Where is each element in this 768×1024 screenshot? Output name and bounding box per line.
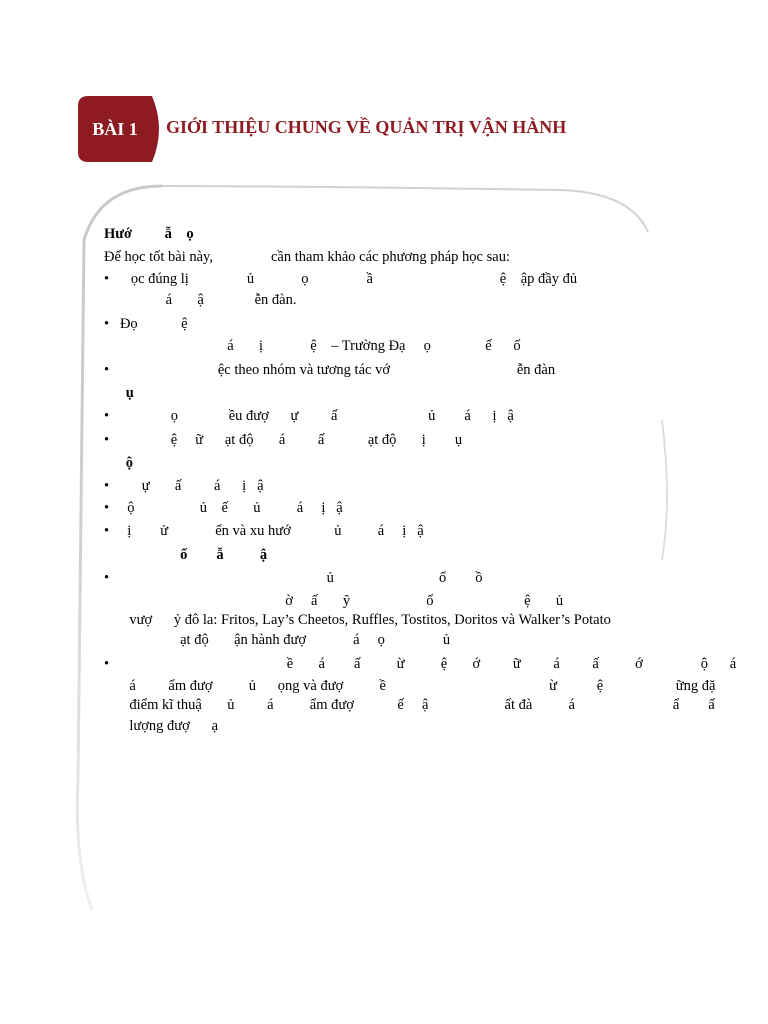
text-line: á ậ ễn đàn. (104, 292, 297, 308)
lesson-badge (78, 96, 168, 162)
text-line: • ệc theo nhóm và tương tác vớ ễn đàn (104, 362, 556, 378)
text-line: ộ (104, 455, 133, 471)
text-line: lượng đượ ạ (104, 718, 219, 734)
text-line: • ọ ều đượ ự ấ ủ á ị ậ (104, 408, 514, 424)
text-line: ạt độ ận hành đượ á ọ ủ (104, 632, 451, 648)
text-line: á ị ệ – Trường Đạ ọ ế ố (104, 338, 521, 354)
lesson-number: BÀI 1 (92, 119, 138, 139)
text-line: • ị ử ển và xu hướ ủ á ị ậ (104, 523, 424, 539)
lesson-title: GIỚI THIỆU CHUNG VỀ QUẢN TRỊ VẬN HÀNH (166, 117, 567, 137)
text-line: Hướ ẫ ọ (104, 226, 194, 242)
text-line: ờ ấ ỹ ổ ệ ủ (104, 593, 564, 609)
text-line: ố ẫ ậ (104, 547, 268, 563)
text-line: Để học tốt bài này, cần tham khảo các phương pháp học sau: (104, 249, 510, 265)
text-line: vượ ỷ đô la: Fritos, Lay’s Cheetos, Ruffles, Tostitos, Doritos và Walker’s Potato (104, 612, 611, 628)
text-line: điểm kĩ thuậ ủ á ẩm đượ ế ậ ất đà á ẩ ấ (104, 697, 715, 713)
text-line: • ệ ữ ạt độ á ấ ạt độ ị ụ (104, 432, 463, 448)
text-line: • ộ ủ ế ủ á ị ậ (104, 500, 343, 516)
text-line: • Đọ ệ (104, 316, 188, 332)
text-line: á ẩm đượ ủ ọng và đượ ề ừ ệ ững đặ (104, 678, 716, 694)
text-line: • ọc đúng lị ủ ọ ầ ệ ập đầy đủ (104, 271, 578, 287)
text-line: • ủ ổ ồ (104, 570, 483, 586)
text-line: • ự ấ á ị ậ (104, 478, 264, 494)
text-line: ụ (104, 385, 134, 401)
text-line: • ề á ấ ừ ệ ớ ữ á ấ ớ ộ á (104, 656, 737, 672)
